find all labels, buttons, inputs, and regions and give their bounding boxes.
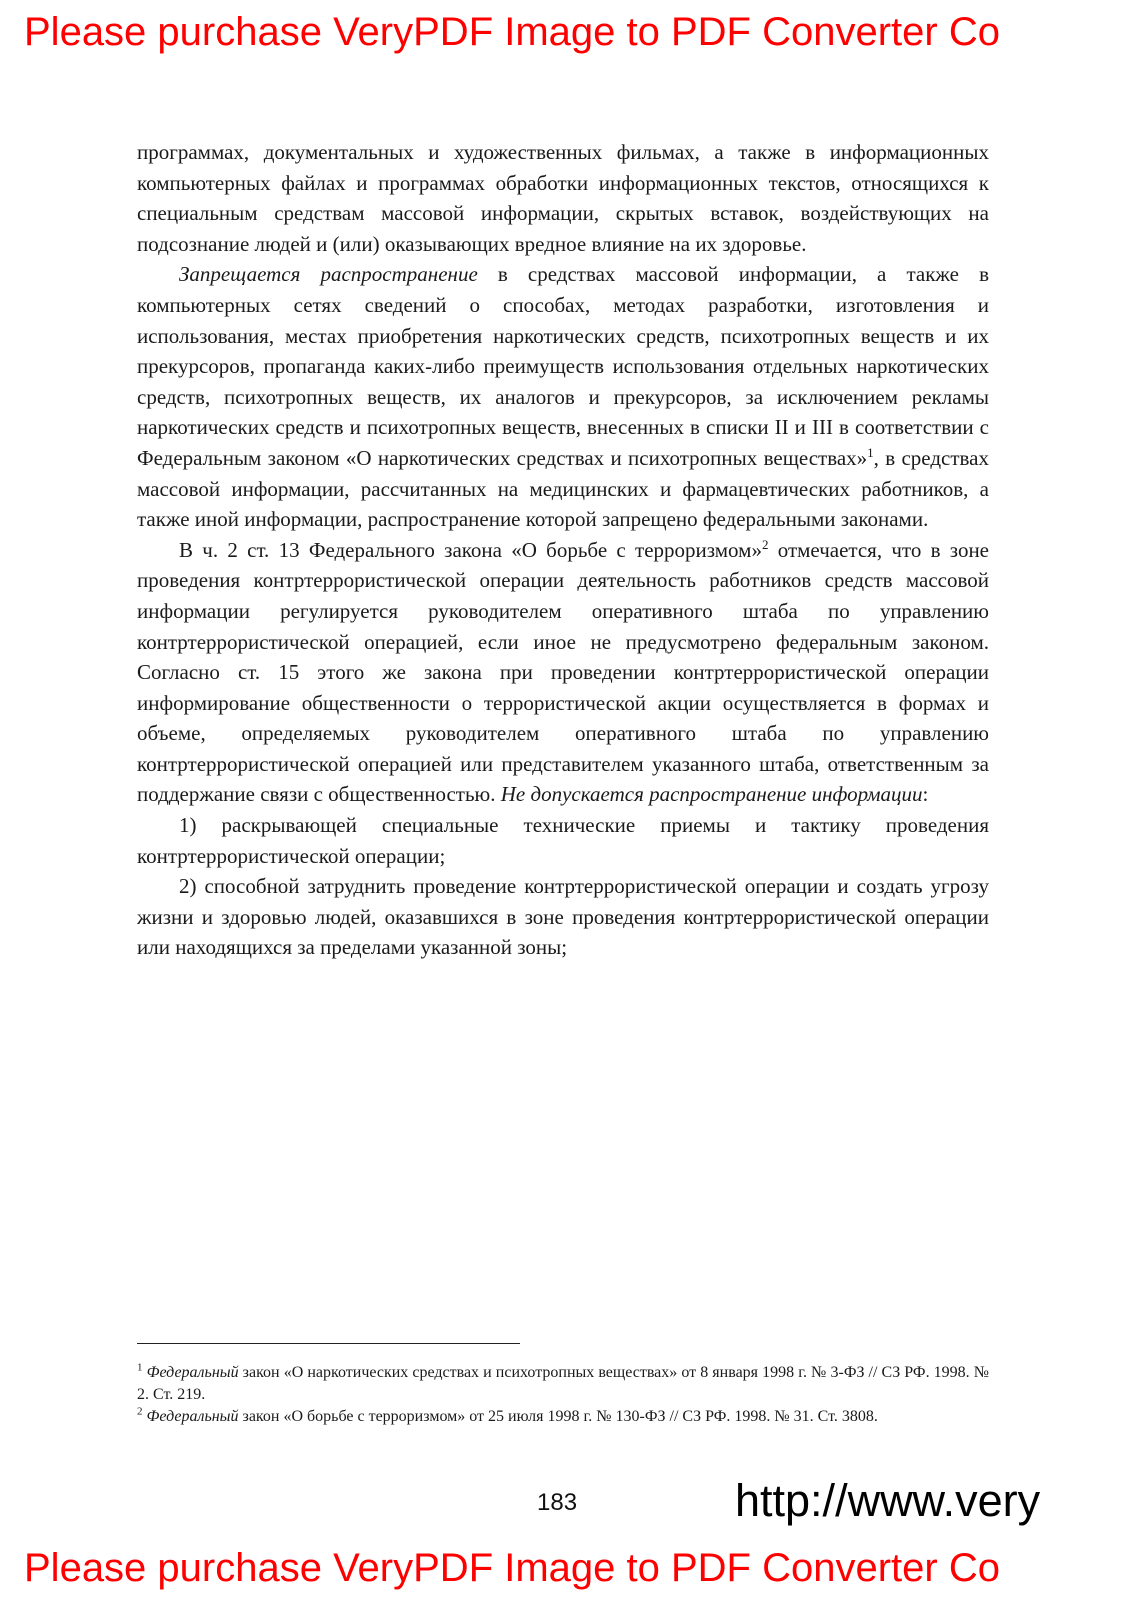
watermark-bottom: Please purchase VeryPDF Image to PDF Converter Co [24,1546,1000,1590]
list-item-1: 1) раскрывающей специальные технические приемы и тактику проведения контртеррористической операции; [137,813,989,868]
footnote-2-emphasis: Федеральный [146,1408,239,1425]
footnote-ref-2: 2 [761,536,769,552]
paragraph-3-text-b: отмечается, что в зоне проведения контртеррористической операции деятельность работников средств массовой информации регулируется руководителем оперативного штаба по управлению контртеррористической операцией, если иное не предусмотрено федеральным законом. Согласно ст. 15 этого же закона при проведении контртеррористической операции информирование общественности о террористической акции осуществляется в формах и объеме, определяемых руководителем оперативного штаба по управлению контртеррористической операцией или представителем указанного штаба, ответственным за поддержание связи с общественностью. [137,537,990,807]
footnote-1-text: закон «О наркотических средствах и психотропных веществах» от 8 января 1998 г. № 3-ФЗ // СЗ РФ. 1998. № 2. Ст. 219. [137,1364,990,1403]
paragraph-2 [137,259,989,534]
footnote-1-emphasis: Федеральный [146,1364,239,1381]
footnote-2-number: 2 [137,1405,143,1418]
footnote-ref-1: 1 [867,444,874,460]
page-body-text [137,137,989,963]
watermark-url: http://www.very [735,1475,1041,1526]
footnote-1-number: 1 [137,1361,143,1374]
paragraph-3-text-a: В ч. 2 ст. 13 Федерального закона «О борьбе с терроризмом» [179,537,762,562]
paragraph-3-emphasis: Не допускается распространение информации [500,782,923,807]
paragraph-3 [137,535,989,810]
paragraph-3-text-c: : [922,782,929,807]
footnote-2 [137,1406,989,1428]
footnotes [137,1362,989,1428]
watermark-top: Please purchase VeryPDF Image to PDF Converter Co [24,10,1000,54]
footnote-2-text: закон «О борьбе с терроризмом» от 25 июля 1998 г. № 130-ФЗ // СЗ РФ. 1998. № 31. Ст. 3808. [238,1408,878,1425]
paragraph-2-text-b: , в средствах массовой информации, рассчитанных на медицинских и фармацевтических работников, а также иной информации, распространение которой запрещено федеральными законами. [137,445,989,532]
paragraph-2-text-a: в средствах массовой информации, а также в компьютерных сетях сведений о способах, методах разработки, изготовления и использования, местах приобретения наркотических средств, психотропных веществ и их прекурсоров, пропаганда каких-либо преимуществ использования отдельных наркотических средств, психотропных веществ, их аналогов и прекурсоров, за исключением рекламы наркотических средств и психотропных веществ, внесенных в списки II и III в соответствии с Федеральным законом «О наркотических средствах и психотропных веществах» [137,262,990,470]
list-item-2: 2) способной затруднить проведение контртеррористической операции и создать угрозу жизни и здоровью людей, оказавшихся в зоне проведения контртеррористической операции или находящихся за пределами указанной зоны; [137,874,989,960]
page-number: 183 [537,1489,578,1516]
paragraph-2-emphasis: Запрещается распространение [179,262,478,287]
footnote-divider [137,1343,520,1344]
paragraph-1: программах, документальных и художественных фильмах, а также в информационных компьютерных файлах и программах обработки информационных текстов, относящихся к специальным средствам массовой информации, скрытых вставок, воздействующих на подсознание людей и (или) оказывающих вредное влияние на их здоровье. [137,140,989,256]
footnote-1 [137,1362,989,1406]
